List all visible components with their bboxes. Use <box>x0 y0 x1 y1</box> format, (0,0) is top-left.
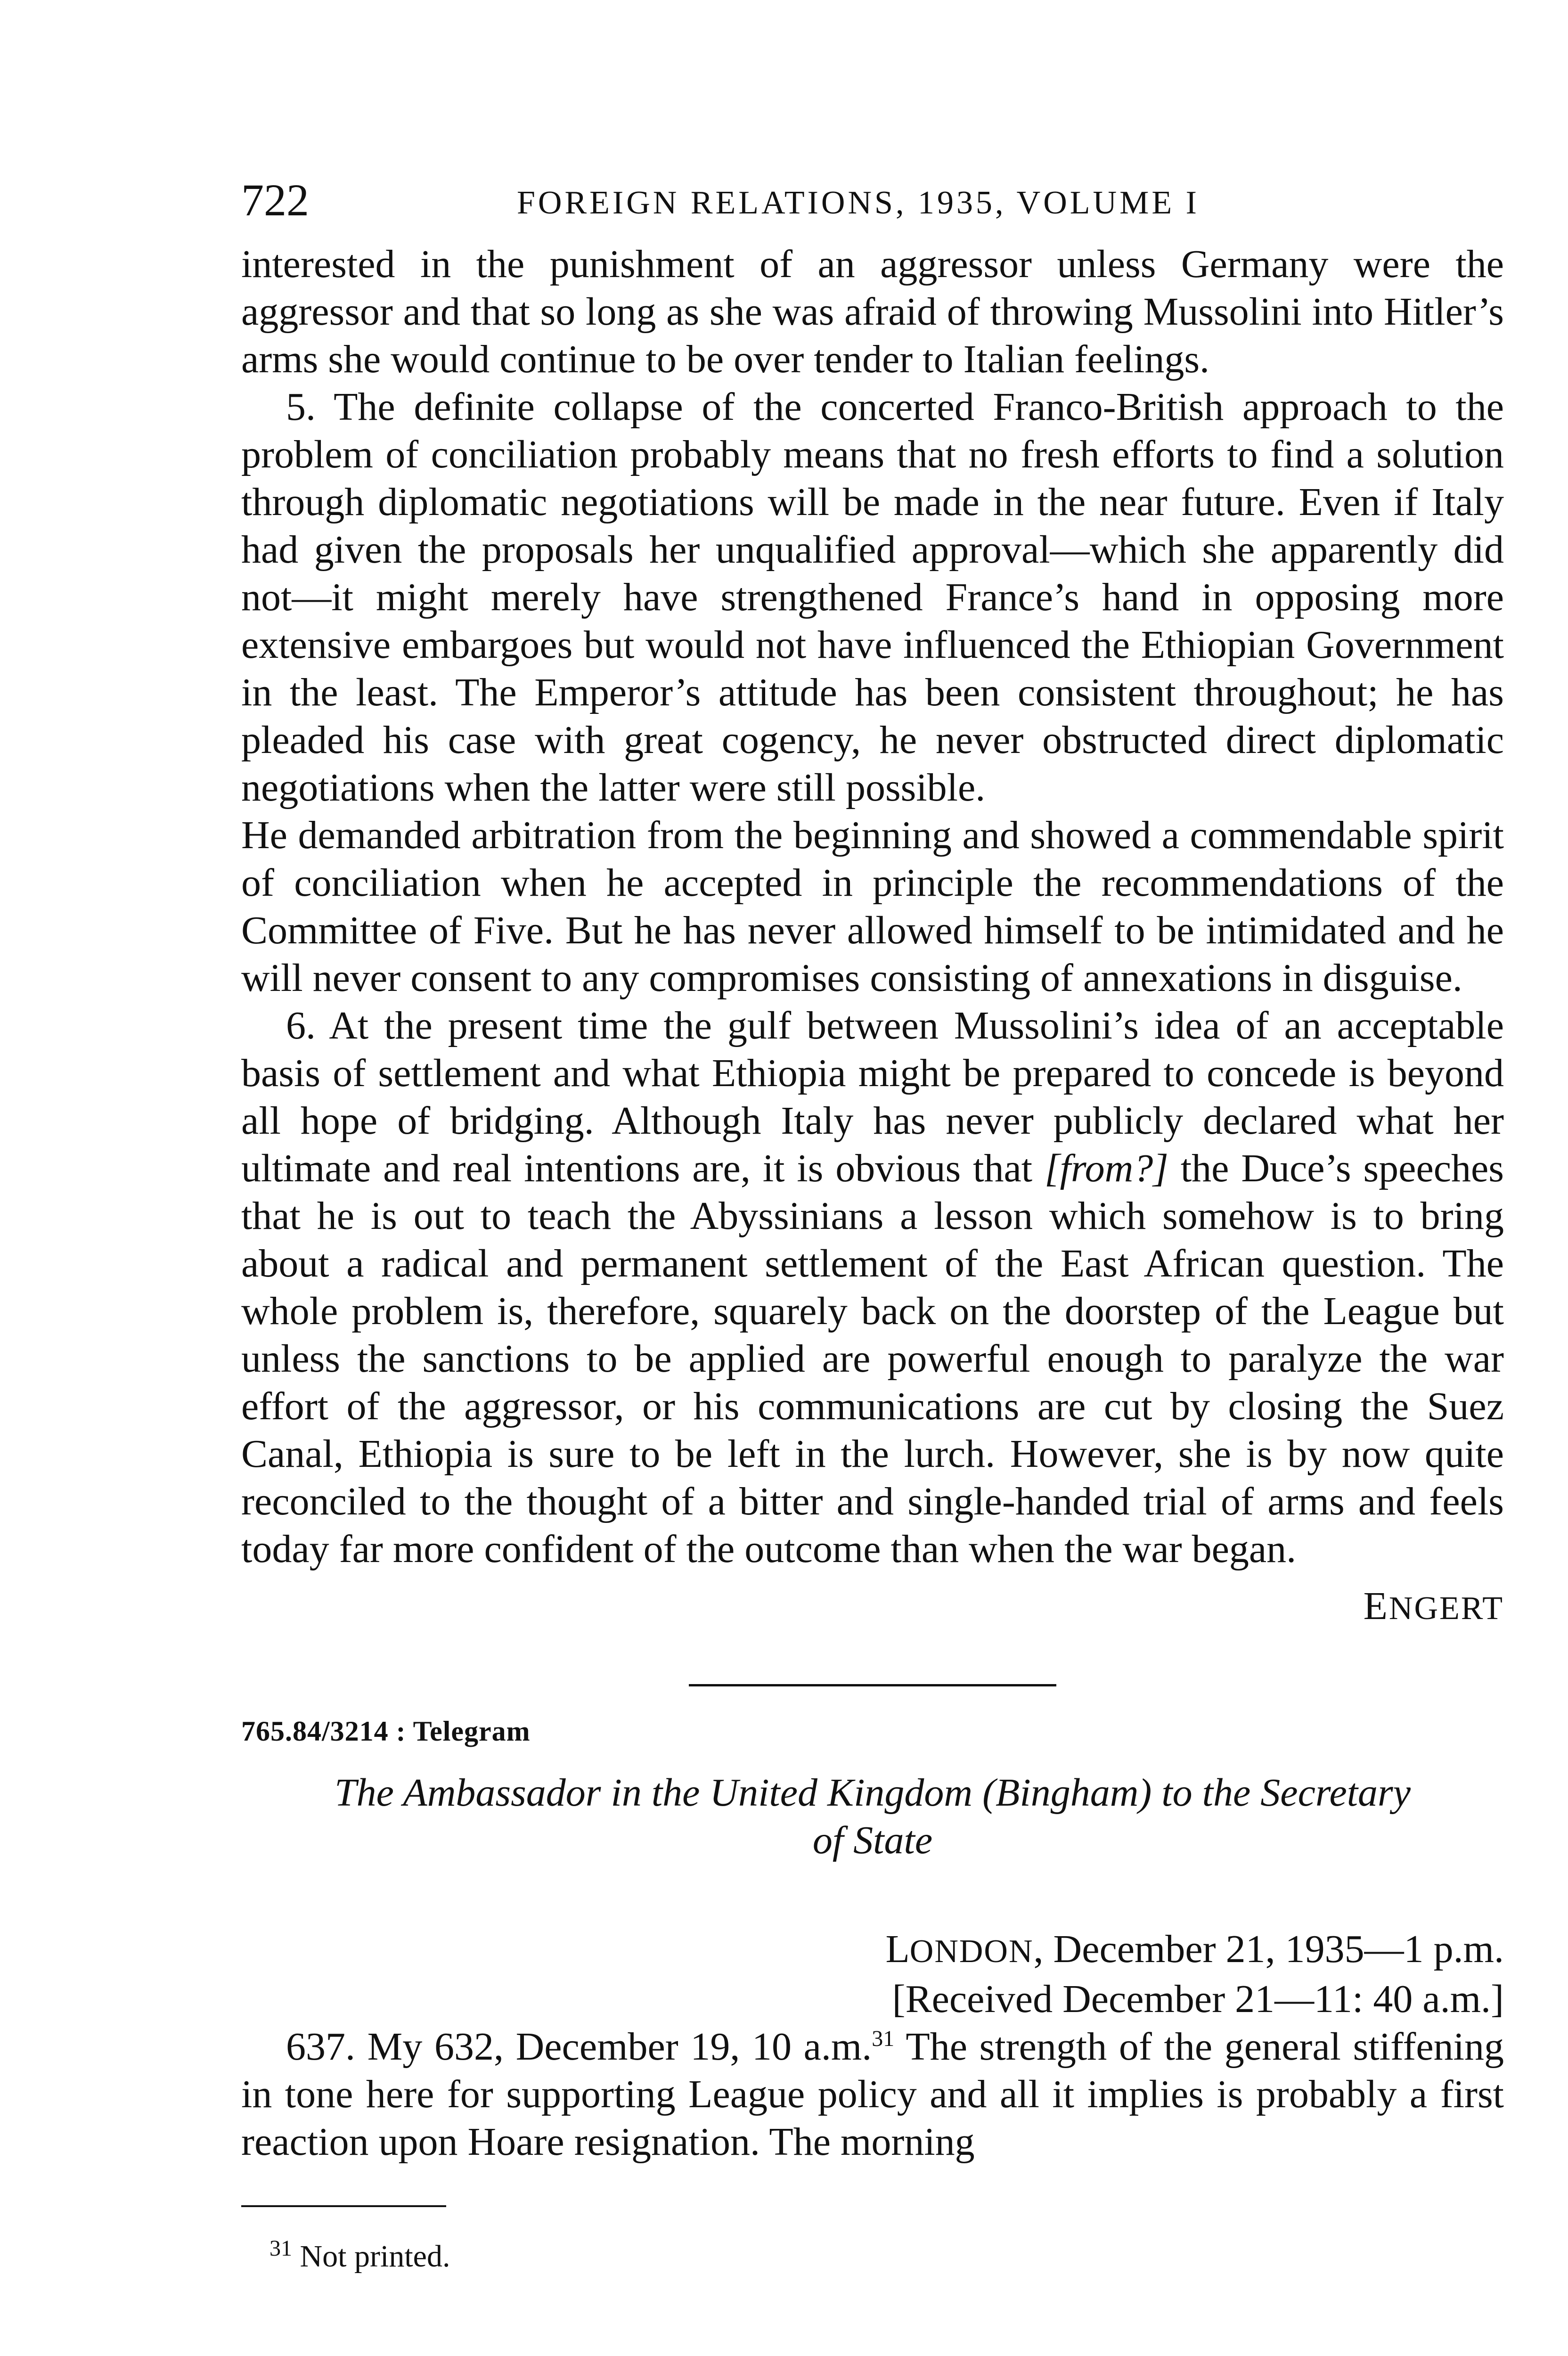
paragraph-continuation: interested in the punishment of an aggressor unless Germany were the aggressor and that so long as she was afraid of throwing Mussolini into Hitler’s arms she would continue to be over tender to Italian feelings. <box>241 242 1504 381</box>
document-page <box>241 174 1504 2278</box>
paragraph-6 <box>241 1002 1504 1573</box>
file-reference: 765.84/3214 : Telegram <box>241 1716 531 1747</box>
page-header <box>241 174 1504 226</box>
section-separator <box>689 1684 1056 1686</box>
telegram-text-a: 637. My 632, December 19, 10 a.m. <box>286 2025 872 2069</box>
dateline-date: , December 21, 1935—1 p.m. <box>1033 1927 1504 1971</box>
footnote-reference: 31 <box>872 2026 895 2051</box>
body-text <box>241 240 1504 1573</box>
signature-rest: NGERT <box>1388 1590 1504 1627</box>
telegram-text-b: The strength of the general stiffening in tone here for supporting League policy and all it implies is probably a first reaction upon Hoare resignation. The morning <box>241 2025 1504 2164</box>
signature-initial: E <box>1363 1584 1389 1628</box>
paragraph-5: 5. The definite collapse of the concerted Franco-British approach to the problem of conciliation probably means that no fresh efforts to find a solution through diplomatic negotiations will be made in the near future. Even if Italy had given the proposals her unqualified approval—which she apparently did not—it might merely have strengthened France’s hand in opposing more extensive embargoes but would not have influenced the Ethiopian Government in the least. The Emperor’s attitude has been consistent throughout; he has pleaded his case with great cogency, he never obstructed direct diplomatic negotiations when the latter were still possible. <box>241 385 1504 810</box>
document-title-line-2: of State <box>812 1818 933 1862</box>
document-title <box>241 1769 1504 1864</box>
document-title-line-1: The Ambassador in the United Kingdom (Bingham) to the Secretary <box>334 1771 1411 1815</box>
dateline-place-rest: ONDON <box>909 1933 1034 1970</box>
dateline <box>241 1925 1504 1975</box>
footnote-text: Not printed. <box>292 2239 450 2274</box>
paragraph-arbitration: He demanded arbitration from the beginning and showed a commendable spirit of conciliation when he accepted in principle the recommendations of the Committee of Five. But he has never allowed himself to be intimidated and he will never consent to any compromises consisting of annexations in disguise. <box>241 813 1504 1000</box>
footnote-mark: 31 <box>270 2236 292 2261</box>
signature <box>241 1582 1504 1632</box>
paragraph-6-text-b: the Duce’s speeches that he is out to teach the Abyssinians a lesson which somehow is to bring about a radical and permanent settlement of the East African question. The whole problem is, therefore, squarely back on the doorstep of the League but unless the sanctions to be applied are powerful enough to paralyze the war effort of the aggressor, or his communications are cut by closing the Suez Canal, Ethiopia is sure to be left in the lurch. However, she is by now quite reconciled to the thought of a bitter and single-handed trial of arms and feels today far more confident of the outcome than when the war began. <box>241 1146 1504 1571</box>
page-number: 722 <box>241 175 309 225</box>
telegram-text <box>241 2023 1504 2166</box>
footnote <box>270 2235 1504 2278</box>
footnote-separator <box>241 2205 446 2207</box>
running-head: FOREIGN RELATIONS, 1935, VOLUME I <box>517 185 1200 221</box>
dateline-place-initial: L <box>885 1927 910 1971</box>
paragraph-6-text-a: 6. At the present time the gulf between Mussolini’s idea of an acceptable basis of settlement and what Ethiopia might be prepared to concede is beyond all hope of bridging. Although Italy has never publicly declared what her ultimate and real intentions are, it is obvious that <box>241 1004 1504 1190</box>
received-line: [Received December 21—11: 40 a.m.] <box>892 1977 1504 2021</box>
editorial-insertion: [from?] <box>1044 1146 1168 1190</box>
